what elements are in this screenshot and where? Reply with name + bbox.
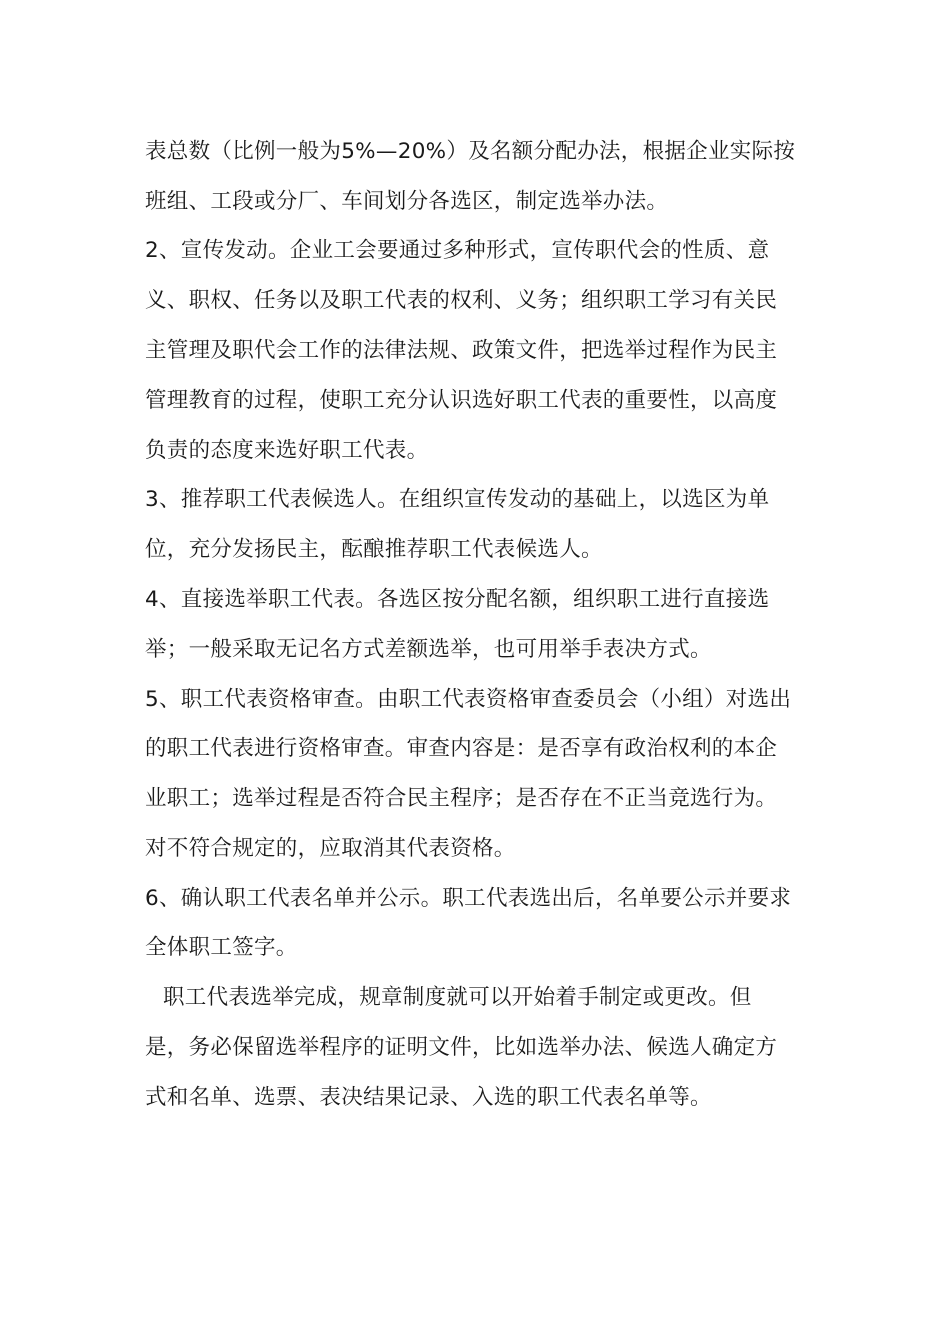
text-line: 2、宣传发动。企业工会要通过多种形式，宣传职代会的性质、意 xyxy=(145,238,770,263)
text-line: 全体职工签字。 xyxy=(145,935,298,960)
text-line: 职工代表选举完成，规章制度就可以开始着手制定或更改。但 xyxy=(163,985,752,1010)
text-line: 式和名单、选票、表决结果记录、入选的职工代表名单等。 xyxy=(145,1085,712,1110)
text-line: 管理教育的过程，使职工充分认识选好职工代表的重要性，以高度 xyxy=(145,388,778,413)
text-line: 5、职工代表资格审查。由职工代表资格审查委员会（小组）对选出 xyxy=(145,687,792,712)
text-line: 负责的态度来选好职工代表。 xyxy=(145,438,429,463)
text-line: 对不符合规定的，应取消其代表资格。 xyxy=(145,836,516,861)
text-line: 是，务必保留选举程序的证明文件，比如选举办法、候选人确定方 xyxy=(145,1035,778,1060)
text-line: 表总数（比例一般为5%—20%）及名额分配办法，根据企业实际按 xyxy=(145,139,796,164)
text-line: 班组、工段或分厂、车间划分各选区，制定选举办法。 xyxy=(145,189,669,214)
text-line: 位，充分发扬民主，酝酿推荐职工代表候选人。 xyxy=(145,537,603,562)
text-line: 义、职权、任务以及职工代表的权利、义务；组织职工学习有关民 xyxy=(145,288,778,313)
text-line: 业职工；选举过程是否符合民主程序；是否存在不正当竞选行为。 xyxy=(145,786,778,811)
text-line: 3、推荐职工代表候选人。在组织宣传发动的基础上，以选区为单 xyxy=(145,487,770,512)
text-line: 主管理及职代会工作的法律法规、政策文件，把选举过程作为民主 xyxy=(145,338,778,363)
text-line: 4、直接选举职工代表。各选区按分配名额，组织职工进行直接选 xyxy=(145,587,770,612)
text-line: 6、确认职工代表名单并公示。职工代表选出后，名单要公示并要求 xyxy=(145,886,792,911)
text-line: 的职工代表进行资格审查。审查内容是：是否享有政治权利的本企 xyxy=(145,736,778,761)
text-line: 举；一般采取无记名方式差额选举，也可用举手表决方式。 xyxy=(145,637,712,662)
